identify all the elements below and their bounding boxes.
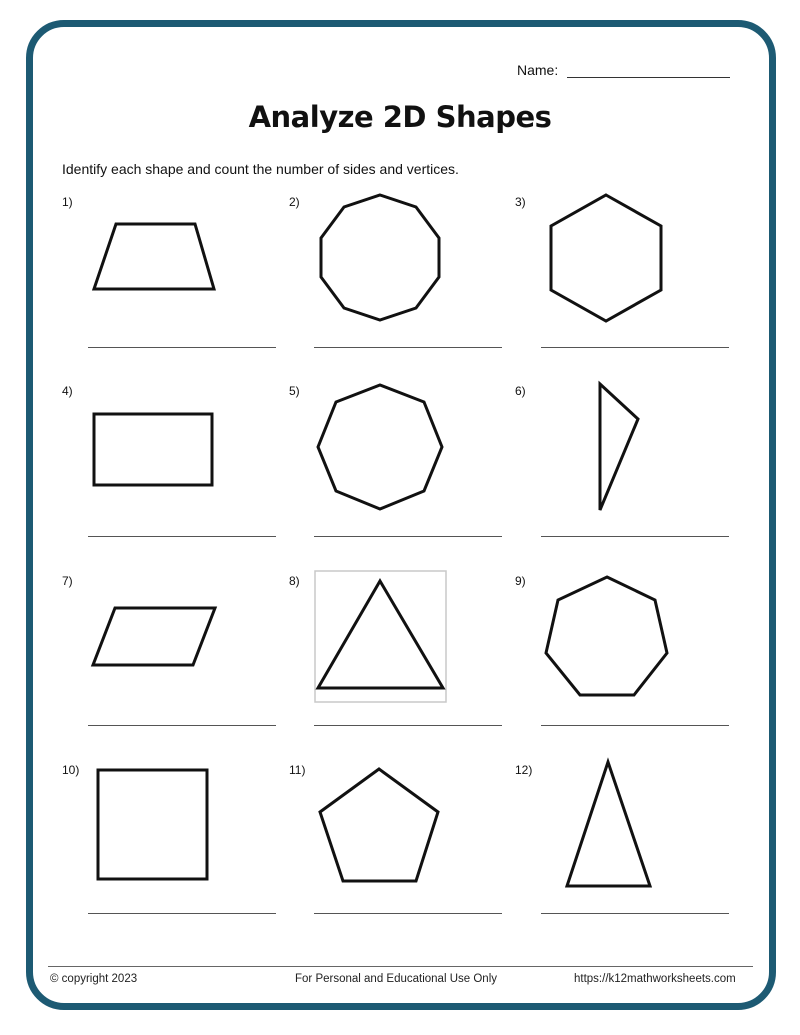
octagon-shape — [318, 385, 442, 509]
footer-copyright: © copyright 2023 — [50, 973, 138, 985]
problem-number: 9) — [515, 574, 526, 588]
problem-number: 11) — [289, 763, 306, 777]
problem-number: 8) — [289, 574, 300, 588]
problem-number: 6) — [515, 384, 526, 398]
problem-number: 1) — [62, 195, 73, 209]
pentagon-shape — [320, 769, 438, 881]
footer-usage: For Personal and Educational Use Only — [295, 973, 497, 985]
right-triangle-shape — [600, 384, 638, 510]
hexagon-shape — [551, 195, 661, 321]
page-title: Analyze 2D Shapes — [248, 100, 552, 134]
parallelogram-shape — [93, 608, 215, 665]
instructions: Identify each shape and count the number of sides and vertices. — [62, 161, 459, 177]
problem-number: 7) — [62, 574, 73, 588]
answer-line-12[interactable] — [541, 913, 729, 914]
answer-line-5[interactable] — [314, 536, 502, 537]
answer-line-6[interactable] — [541, 536, 729, 537]
answer-line-11[interactable] — [314, 913, 502, 914]
shape-8-frame — [315, 571, 446, 702]
problem-number: 3) — [515, 195, 526, 209]
answer-line-7[interactable] — [88, 725, 276, 726]
isosceles-triangle-shape — [567, 762, 650, 886]
name-label: Name: — [517, 62, 559, 78]
rectangle-shape — [94, 414, 212, 485]
answer-line-8[interactable] — [314, 725, 502, 726]
problem-number: 5) — [289, 384, 300, 398]
answer-line-1[interactable] — [88, 347, 276, 348]
problem-number: 2) — [289, 195, 300, 209]
problem-number: 4) — [62, 384, 73, 398]
problem-number: 10) — [62, 763, 80, 777]
square-shape — [98, 770, 207, 879]
answer-line-2[interactable] — [314, 347, 502, 348]
decagon-shape — [321, 195, 439, 320]
equilateral-triangle-shape — [318, 581, 443, 688]
answer-line-10[interactable] — [88, 913, 276, 914]
footer-website-link[interactable]: https://k12mathworksheets.com — [574, 973, 736, 985]
footer-divider — [48, 966, 753, 967]
answer-line-4[interactable] — [88, 536, 276, 537]
answer-line-9[interactable] — [541, 725, 729, 726]
heptagon-shape — [546, 577, 667, 695]
trapezoid-shape — [94, 224, 214, 289]
problem-number: 12) — [515, 763, 533, 777]
answer-line-3[interactable] — [541, 347, 729, 348]
